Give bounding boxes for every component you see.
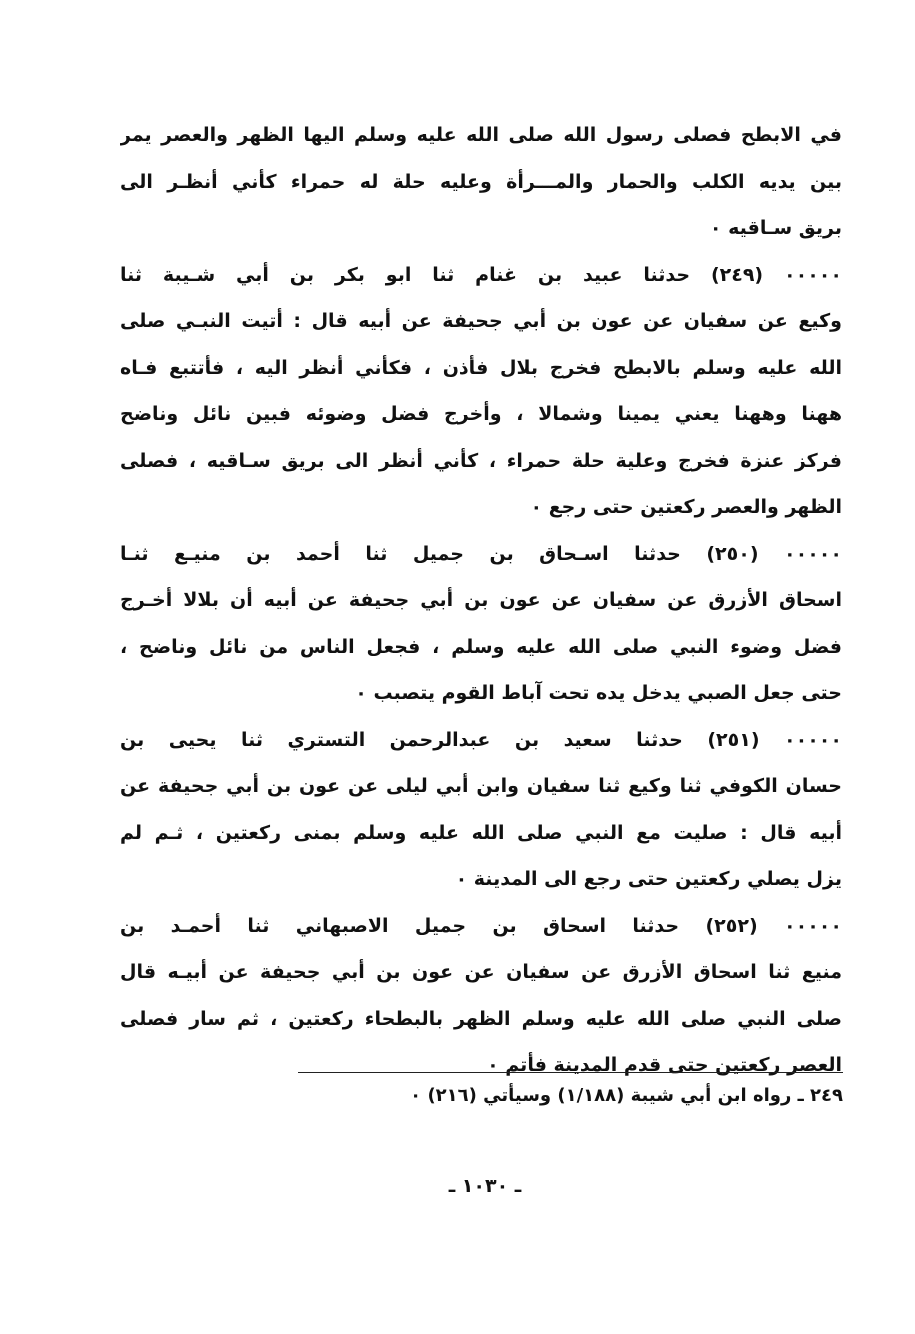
text-line: منيع ثنا اسحاق الأزرق عن سفيان عن عون بن أبي جحيفة عن أبيـه قال bbox=[120, 961, 842, 983]
text-line: ههنا وههنا يعني يمينا وشمالا ، وأخرج فضل وضوئه فبين نائل وناضح bbox=[120, 403, 842, 425]
text-line: فضل وضوء النبي صلى الله عليه وسلم ، فجعل الناس من نائل وناضح ، bbox=[120, 635, 842, 658]
page-number: ـ ١٠٣٠ ـ bbox=[448, 1175, 522, 1197]
text-line: الظهر والعصر ركعتين حتى رجع ٠ bbox=[530, 496, 842, 518]
footnote-divider bbox=[298, 1072, 843, 1073]
hadith-251-start: ٠٠٠٠٠ (٢٥١) حدثنا سعيد بن عبدالرحمن التستري ثنا يحيى بن bbox=[120, 728, 842, 751]
text-line: وكيع عن سفيان عن عون بن أبي جحيفة عن أبيه قال : أتيت النبـي صلى bbox=[120, 310, 842, 332]
text-line: بريق سـاقيه ٠ bbox=[709, 217, 842, 239]
main-text bbox=[120, 112, 842, 1089]
hadith-252-start: ٠٠٠٠٠ (٢٥٢) حدثنا اسحاق بن جميل الاصبهاني ثنا أحمـد بن bbox=[120, 914, 842, 937]
text-line: فركز عنزة فخرج وعلية حلة حمراء ، كأني أنظر الى بريق سـاقيه ، فصلى bbox=[120, 449, 842, 472]
text-line: حسان الكوفي ثنا وكيع ثنا سفيان وابن أبي ليلى عن عون بن أبي جحيفة عن bbox=[120, 775, 842, 797]
text-line: اسحاق الأزرق عن سفيان عن عون بن أبي جحيفة عن أبيه أن بلالا أخـرج bbox=[120, 589, 842, 611]
text-line: أبيه قال : صليت مع النبي صلى الله عليه وسلم بمنى ركعتين ، ثـم لم bbox=[120, 821, 842, 844]
text-line: صلى النبي صلى الله عليه وسلم الظهر بالبطحاء ركعتين ، ثم سار فصلى bbox=[120, 1007, 842, 1030]
text-line: العصر ركعتين حتى قدم المدينة فأتم ٠ bbox=[487, 1054, 842, 1076]
text-line: الله عليه وسلم بالابطح فخرج بلال فأذن ، فكأني أنظر اليه ، فأتتبع فـاه bbox=[120, 356, 842, 379]
text-line: حتى جعل الصبي يدخل يده تحت آباط القوم يتصبب ٠ bbox=[355, 682, 842, 704]
hadith-249-start: ٠٠٠٠٠ (٢٤٩) حدثنا عبيد بن غنام ثنا ابو بكر بن أبي شـيبة ثنا bbox=[120, 263, 842, 286]
text-line: في الابطح فصلى رسول الله صلى الله عليه وسلم اليها الظهر والعصر يمر bbox=[120, 124, 842, 146]
hadith-250-start: ٠٠٠٠٠ (٢٥٠) حدثنا اسـحاق بن جميل ثنا أحمد بن منيـع ثنـا bbox=[120, 542, 842, 565]
footnote: ٢٤٩ ـ رواه ابن أبي شيبة (١/١٨٨) وسيأتي (٢١٦) ٠ bbox=[410, 1085, 843, 1106]
text-line: بين يديه الكلب والحمار والمـــرأة وعليه حلة له حمراء كأني أنظـر الى bbox=[120, 170, 842, 193]
text-line: يزل يصلي ركعتين حتى رجع الى المدينة ٠ bbox=[455, 868, 842, 890]
